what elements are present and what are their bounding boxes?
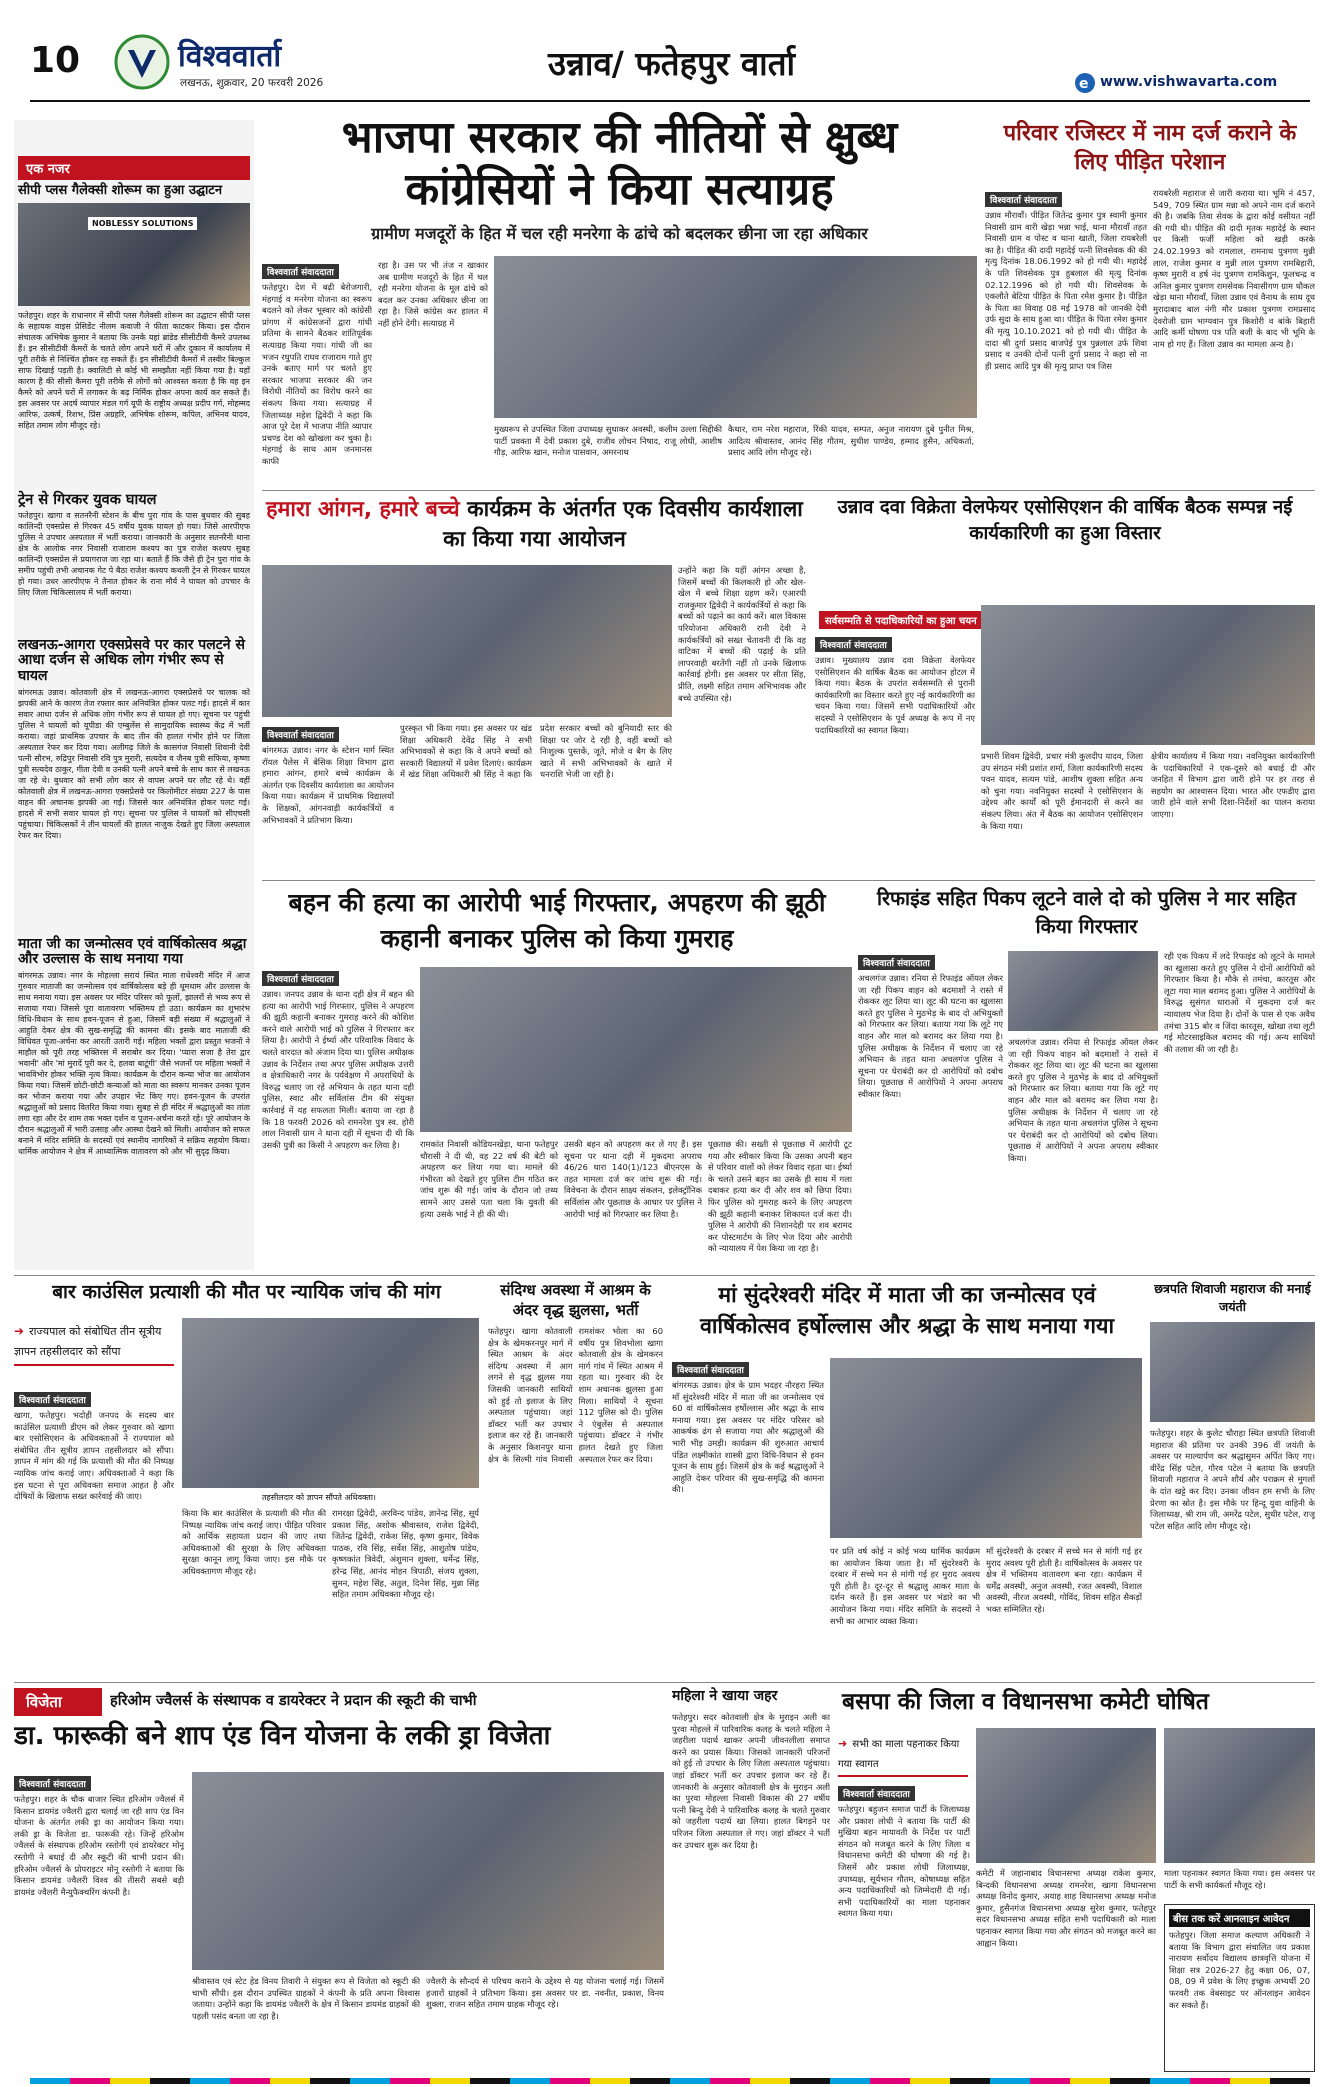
vijeta-story <box>14 1686 664 2076</box>
shivaji-story <box>1150 1280 1315 1678</box>
print-color-bar <box>30 2078 1310 2084</box>
svg-text:e: e <box>1079 76 1089 92</box>
maa-sundareshwari-story <box>672 1280 1142 1678</box>
sidebar-story-1-body: फतेहपुर। शहर के राधानगर में सीपी प्लस गैलेक्सी शोरूम का उद्घाटन सीपी प्लस के सहायक वाइस प्रेसिडेंट नीलम कवाजी ने फीता काटकर किया। इस दौरान संचालक अभिषेक कुमार ने बताया कि उनके यहां ब्रांडेड सीसीटीवी कैमरे उपलब्ध हैं। इन सीसीटीवी कैमरों के चलते लोग अपने घरों में और दुकान में कार्यालय में पूरी तरीके से निश्चिंत होकर रह सकते हैं। इन सीसीटीवी कैमरों में तस्वीर बिल्कुल साफ दिखाई पड़ती है। क्वालिटी से कोई भी समझौता नहीं किया गया है। यहाँ कारण है की सीसी कैमरा पूरी तरीके से लोगों को आश्वस्त करता है कि वह इन कैमरे को अपने घरों में लगाकर के बढ़ निर्मिक होकर अपना कार्य कर सकते हैं। इस अवसर पर अदर्ष व्यापार मंडल गर्ग यूपी के राष्ट्रीय अध्यक्ष प्रदीप गर्ग, मोहम्मद आरिफ, उत्कर्ष, रिशभ, प्रिंस अग्रहरि, अभिषेक शोरूम, कपिल, अभिनव यादव, सहित तमाम लोग मौजूद रहे। <box>18 310 250 430</box>
vijeta-body-1: फतेहपुर। शहर के चौक बाजार स्थित हरिओम ज्वैलर्स में किसान डायमंड ज्वैलरी द्वारा चलाई जा रही शाप एंड विन योजना के अंतर्गत लकी ड्रा का आयोजन किया गया। लकी ड्रा के विजेता डा. फारूकी रहे। जिन्हें हरिओम ज्वैलर्स के संस्थापक हरिओम रस्तोगी एवं डायरेक्टर मोनू रस्तोगी ने बधाई दी और स्कूटी की चाभी प्रदान की। हरिओम ज्वैलर्स के प्रोपराइटर मोनू रस्तोगी ने बताया कि किसान डायमंड ज्वैलरी विश्व की तीसरी सबसे बड़ी डायमंड ज्वैलरी मैन्युफैक्चरिंग कंपनी है। <box>14 1794 184 1897</box>
masthead <box>0 0 1339 100</box>
basapa-byline: विश्ववार्ता संवाददाता <box>838 1786 915 1801</box>
dawa-body-2: प्रभारी शिवम द्विवेदी, प्रचार मंत्री कुलदीप यादव, जिला उप संगठन मंत्री प्रशांत शर्मा, जिला कार्यकारिणी सदस्य पवन यादव, सत्यम पांडे, आशीष शुक्ला सहित अन्य को चुना गया। नवनियुक्त सदस्यों ने एसोसिएशन के उद्देश्य और कार्यों को पूरी ईमानदारी से करने का संकल्प लिया। अंत में बैठक का आयोजन एसोसिएशन के किया गया। <box>981 751 1143 831</box>
deadline-body: फतेहपुर। जिला समाज कल्याण अधिकारी ने बताया कि विभाग द्वारा संचालित जय प्रकाश नारायण सर्वोदय विद्यालय छात्रवृत्ति योजना में शिक्षा सत्र 2026-27 हेतु कक्षा 06, 07, 08, 09 में प्रवेश के लिए इच्छुक अभ्यर्थी 20 फरवरी तक वेबसाइट पर ऑनलाइन आवेदन कर सकते हैं। <box>1169 1930 1310 2010</box>
vijeta-tag: विजेता <box>14 1688 102 1716</box>
ashram-story <box>488 1280 663 1678</box>
family-register-story <box>985 120 1315 490</box>
ashram-headline: संदिग्ध अवस्था में आश्रम के अंदर वृद्ध झुलसा, भर्ती <box>500 1281 651 1320</box>
aangan-body-3: उन्होंने कहा कि यहीं आंगन अच्छा है, जिसमें बच्चों की किलकारी हो और खेल-खेल में बच्चे शिक्षा ग्रहण करें। एआरपी राजकुमार द्विवेदी ने कार्यकर्त्रियों से कहा कि बच्चों को पढ़ाने का कार्य करें। बाल विकास परियोजना अधिकारी रानी देवी ने कार्यकर्त्रियों को सख्त चेतावनी दी कि वह वाटिका में बच्चों की पढ़ाई के प्रति लापरवाही बरतेंगी नहीं तो उनके खिलाफ कार्रवाई होगी। इस अवसर पर सीता सिंह, प्रीति, लक्ष्मी सहित तमाम अभिभावक और बच्चे उपस्थित रहे। <box>678 565 806 703</box>
shivaji-body: फतेहपुर। शहर के कुलेट चौराहा स्थित छत्रपति शिवाजी महाराज की प्रतिमा पर उनकी 396 वीं जयंती के अवसर पर माल्यार्पण कर श्रद्धासुमन अर्पित किए गए। वीरेंद्र सिंह पटेल, गौरव पटेल ने बताया कि छत्रपति शिवाजी महाराज ने अपने शौर्य और पराक्रम से मुगलों के दांत खट्टे कर दिए। उनका जीवन हम सभी के लिए प्रेरणा का स्रोत है। इस मौके पर हिन्दू युवा वाहिनी के जिलाध्यक्ष, श्री राम जी, अमरेंद्र पटेल, सुधीर पटेल, राजू पटेल सहित आदि लोग मौजूद रहे। <box>1150 1428 1315 1531</box>
ashram-body: फतेहपुर। खागा कोतवाली क्षेत्र के खेमकरनपुर मार्ग में स्थित आश्रम के अंदर संदिग्ध अवस्था में आग लगने से वृद्ध झुलस गया जिसकी जानकारी साथियों को हुई तो इलाज के लिए अस्पताल पहुंचाया। जहां डॉक्टर भर्ती कर उपचार इलाज कर रहे हैं। जानकारी के अनुसार किशनपुर थाना क्षेत्र के सिल्मी गांव निवासी रामशंकर भोला का 60 वर्षीय पुत्र शिवभोला खागा कोतवाली क्षेत्र के खेमकरन मार्ग गांव में स्थित आश्रम में रहता था। गुरुवार की देर शाम अचानक झुलसा हुआ मिला। साथियों ने सूचना 112 पुलिस को दी। पुलिस ने एंबुलेंस से अस्पताल पहुंचाया। डॉक्टर ने गंभीर हालत देखते हुए जिला अस्पताल रेफर कर दिया। <box>488 1326 663 1464</box>
basapa-photo-2 <box>1164 1728 1315 1863</box>
lead-body-2: रहा है। उस पर भी तंज न खाकार अब ग्रामीण मजदूरों के हित में चल रही मनरेगा योजना के मूल ढांचे को बदल कर उनका अधिकार छीना जा रहा है। जिसे कांग्रेस कर हालत में नहीं होने देगी। सत्याग्रह में <box>378 260 488 328</box>
mahila-headline: महिला ने खाया जहर <box>672 1688 778 1704</box>
refined-loot-story <box>858 885 1315 1270</box>
mahila-story <box>672 1686 830 2076</box>
sidebar-label: एक नजर <box>18 156 250 180</box>
maa-body-1: बांगरमऊ उन्नाव। क्षेत्र के ग्राम भदहर नौरहरा स्थित माँ सुंदरेश्वरी मंदिर में माता जी का जन्मोत्सव एवं 60 वां वार्षिकोत्सव हर्षोल्लास और श्रद्धा के साथ मनाया गया। इस अवसर पर मंदिर परिसर को आकर्षक ढंग से सजाया गया और श्रद्धालुओं की भारी भीड़ उमड़ी। कार्यक्रम की शुरुआत आचार्य पंडित लक्ष्मीकांत शास्त्री द्वारा विधि-विधान से हवन पूजन के साथ हुई। जिसमें क्षेत्र के कई श्रद्धालुओं ने आहुति देकर परिवार की सुख-समृद्धि की कामना की। <box>672 1380 824 1495</box>
refined-body-2: रही एक पिकप में लदे रिफाइंड को लूटने के मामले का खुलासा करते हुए पुलिस ने दोनों आरोपियों को गिरफ्तार किया है। मौके से तमंचा, कारतूस और लूटा गया माल बरामद हुआ। पुलिस ने आरोपियों के विरुद्ध सुसंगत धाराओं में मुकदमा दर्ज कर न्यायालय भेज दिया है। दोनों के पास से एक अवैध तमंचा 315 बोर व जिंदा कारतूस, खोखा तथा लूटी गई मोटरसाइकिल बरामद की गई। अन्य साथियों की तलाश की जा रही है। <box>1164 951 1315 1054</box>
sidebar-ek-nazar <box>14 120 254 1270</box>
refined-headline: रिफाइंड सहित पिकप लूटने वाले दो को पुलिस ने मार सहित किया गिरफ्तार <box>876 887 1297 939</box>
sidebar-story-4-title: माता जी का जन्मोत्सव एवं वार्षिकोत्सव श्रद्धा और उल्लास के साथ मनाया गया <box>18 935 247 968</box>
council-caption: तहसीलदार को ज्ञापन सौंपते अधिवक्ता। <box>262 1493 376 1502</box>
vijeta-byline: विश्ववार्ता संवाददाता <box>14 1776 91 1791</box>
refined-body-1: अचलगंज उन्नाव। रनिया से रिफाइंड ऑयल लेकर जा रही पिकप वाहन को बदमाशों ने रास्ते में रोककर लूट लिया था। लूट की घटना का खुलासा करते हुए पुलिस ने मुठभेड़ के बाद दो अभियुक्तों को गिरफ्तार कर लिया। बताया गया कि लूटे गए वाहन और माल को बरामद कर लिया गया है। पुलिस अधीक्षक के निर्देशन में चलाए जा रहे अभियान के तहत थाना अचलगंज पुलिस ने सूचना पर घेराबंदी कर दो आरोपियों को दबोच लिया। पूछताछ में आरोपियों ने अपना अपराध स्वीकार किया। <box>858 973 1003 1099</box>
lead-byline: विश्ववार्ता संवाददाता <box>262 264 339 279</box>
aangan-story <box>262 495 807 875</box>
dawa-tag: सर्वसम्मति से पदाधिकारियों का हुआ चयन <box>819 611 983 629</box>
refined-body-1-cont: अचलगंज उन्नाव। रनिया से रिफाइंड ऑयल लेकर जा रही पिकप वाहन को बदमाशों ने रास्ते में रोककर लूट लिया था। लूट की घटना का खुलासा करते हुए पुलिस ने मुठभेड़ के बाद दो अभियुक्तों को गिरफ्तार कर लिया। बताया गया कि लूटे गए वाहन और माल को बरामद कर लिया गया है। पुलिस अधीक्षक के निर्देशन में चलाए जा रहे अभियान के तहत थाना अचलगंज पुलिस ने सूचना पर घेराबंदी कर दो आरोपियों को दबोच लिया। पूछताछ में आरोपियों ने अपना अपराध स्वीकार किया। <box>1008 1037 1158 1163</box>
family-headline: परिवार रजिस्टर में नाम दर्ज कराने के लिए पीड़ित परेशान <box>1003 121 1297 175</box>
lead-photo <box>494 256 977 418</box>
behan-body-2: रामकांत निवासी कोडियनखेड़ा, थाना फतेहपुर चौरासी ने दी थी, वह 22 वर्ष की बेटी को अपहरण कर लिया गया था। मामले की गंभीरता को देखते हुए पुलिस टीम गठित कर जांच शुरू की गई। जांच के दौरान जो तथ्य सामने आए उससे पता चला कि युवती की हत्या उसके भाई ने ही की थी। <box>420 1139 558 1219</box>
lead-body-1: फतेहपुर। देश में बढ़ी बेरोजगारी, मंहगाई व मनरेगा योजना का स्वरूप बदलने को लेकर भूस्वार को कांग्रेसी प्रांगण में कांग्रेसजनों द्वारा गांधी प्रतिमा के सामने बैठकर शांतिपूर्वक सत्याग्रह किया गया। गांधी जी का भजन रघुपति राघव राजाराम गाते हुए उनके बताए मार्ग पर चलते हुए सरकार भाजपा सरकार की जन विरोधी नीतियों का विरोध करने का संकल्प किया गया। सत्याग्रह में जिलाध्यक्ष महेश द्विवेदी ने कहा कि आज पूरे देश में भाजपा नीति व्यापार प्रचण्ड देश को खोखला कर चुका है। मंहगाई के साथ आम जनमानस काफी <box>262 282 372 466</box>
behan-murder-story <box>262 885 852 1270</box>
aangan-headline-rest: कार्यक्रम के अंतर्गत एक दिवसीय कार्यशाला का किया गया आयोजन <box>443 497 803 553</box>
council-note: ➜ राज्यपाल को संबोधित तीन सूत्रीय ज्ञापन तहसीलदार को सौंपा <box>14 1320 174 1366</box>
council-body-1: खागा, फतेहपुर। भदोही जनपद के सदस्य बार काउंसिल प्रत्याशी डीएम को लेकर गुरुवार को खागा बार एसोसिएशन के अधिवक्ताओं ने राज्यपाल को संबोधित तीन सूत्रीय ज्ञापन तहसीलदार को सौंपा। ज्ञापन में मांग की गई कि प्रत्याशी की मौत की निष्पक्ष न्यायिक जांच कराई जाए। अधिवक्ताओं ने कहा कि इस घटना से पूरा अधिवक्ता समाज आहत है और दोषियों के खिलाफ सख्त कार्रवाई की जाए। <box>14 1410 174 1502</box>
dawa-body-3: क्षेत्रीय कार्यालय में किया गया। नवनियुक्त कार्यकारिणी के पदाधिकारियों ने एक-दूसरे को बधाई दी और जनहित में विभाग द्वारा जारी होने पर हर तरह से सहयोग का आश्वासन दिया। भारत और एफडीए द्वारा जारी होने वाले सभी दिशा-निर्देशों का पालन कराया जाएगा। <box>1151 751 1315 819</box>
council-headline: बार काउंसिल प्रत्याशी की मौत पर न्यायिक जांच की मांग <box>52 1281 441 1303</box>
behan-body-3: उसकी बहन को अपहरण कर ले गए हैं। इस सूचना पर थाना दही में मुकदमा अपराध 46/26 धारा 140(1)/123 बीएनएस के तहत मामला दर्ज कर जांच शुरू की गई। विवेचना के दौरान साक्ष्य संकलन, इलेक्ट्रॉनिक सर्विलांस और पूछताछ के आधार पर पुलिस ने आरोपी भाई को गिरफ्तार कर लिया है। <box>564 1139 702 1219</box>
web-e-icon <box>1074 72 1096 94</box>
dawa-headline: उन्नाव दवा विक्रेता वेलफेयर एसोसिएशन की वार्षिक बैठक सम्पन्न नई कार्यकारिणी का हुआ विस्तार <box>837 497 1293 544</box>
basapa-story <box>838 1686 1315 2076</box>
basapa-body-3: माला पहनाकर स्वागत किया गया। इस अवसर पर पार्टी के सभी कार्यकर्ता मौजूद रहे। <box>1164 1868 1315 1890</box>
dawa-association-story <box>815 495 1315 875</box>
lead-headline: भाजपा सरकार की नीतियों से क्षुब्ध कांग्रेसियों ने किया सत्याग्रह <box>341 112 898 215</box>
dawa-photo <box>981 605 1315 745</box>
refined-byline: विश्ववार्ता संवाददाता <box>858 955 935 970</box>
aangan-byline: विश्ववार्ता संवाददाता <box>262 727 339 742</box>
website-link[interactable]: www.vishwavarta.com <box>1100 74 1278 90</box>
section-title: उन्नाव/ फतेहपुर वार्ता <box>548 44 796 83</box>
basapa-note-text: सभी का माला पहनाकर किया गया स्वागत <box>838 1739 960 1770</box>
council-photo <box>182 1318 479 1488</box>
lead-body-4: कैथार, राम नरेश महाराज, रिंकी यादव, सम्पत, अनुज नारायण दुबे पुनीत मिश्र, आदित्य श्रीवास्तव, आनंद सिंह गौतम, सुधीश पाण्डेय, हम्माद हुसैन, अधिकर्ता, प्रसाद आदि लोग मौजूद रहे। <box>728 424 974 458</box>
paper-name: विश्ववार्ता <box>178 39 282 74</box>
deadline-box <box>1164 1904 1315 2072</box>
aangan-body-1: बांगरमऊ उन्नाव। नगर के स्टेशन मार्ग स्थित रॉयल पैलेस में बेसिक शिक्षा विभाग द्वारा हमारा आंगन, हमारे बच्चे कार्यक्रम के अंतर्गत एक दिवसीय कार्यशाला का आयोजन किया गया। कार्यक्रम में प्राथमिक विद्यालयों के शिक्षकों, आंगनवाड़ी कार्यकर्त्रियों व अभिभावकों ने प्रतिभाग किया। <box>262 745 394 825</box>
behan-body-4: पूछताछ की। सख्ती से पूछताछ में आरोपी टूट गया और स्वीकार किया कि उसका अपनी बहन से परिवार वालों को लेकर विवाद रहता था। ईर्ष्या के चलते उसने बहन का उसके ही साथ में गला दबाकर हत्या कर दी और शव को छिपा दिया। फिर पुलिस को गुमराह करने के लिए अपहरण की झूठी कहानी बनाकर शिकायत दर्ज करा दी। पुलिस ने आरोपी की निशानदेही पर शव बरामद कर पोस्टमार्टम के लिए भेज दिया और आरोपी को न्यायालय में पेश किया जा रहा है। <box>708 1139 852 1254</box>
lead-subheadline: ग्रामीण मजदूरों के हित में चल रही मनरेगा के ढांचे को बदलकर छीना जा रहा अधिकार <box>371 223 868 243</box>
aangan-headline <box>262 495 807 555</box>
basapa-body-1: फतेहपुर। बहुजन समाज पार्टी के जिलाध्यक्ष और प्रकाश लोधी ने बताया कि पार्टी की मुखिया बहन मायावती के निर्देश पर पार्टी संगठन को मजबूत करने के लिए जिला व विधानसभा कमेटी की घोषणा की गई है। जिसमें और प्रकाश लोधी जिलाध्यक्ष, उपाध्यक्ष, सूर्यभान गौतम, कोषाध्यक्ष सहित अन्य पदाधिकारियों को जिम्मेदारी दी गई। सभी पदाधिकारियों का माला पहनाकर स्वागत किया गया। <box>838 1804 970 1919</box>
shivaji-headline: छत्रपति शिवाजी महाराज की मनाई जयंती <box>1154 1281 1311 1314</box>
vijeta-body-3: ज्वैलरी के सौन्दर्य से परिचय कराने के उद्देश्य से यह योजना चलाई गई। जिसमें हजारों ग्राहकों ने प्रतिभाग किया। इस अवसर पर डा. नवनीत, प्रकाश, विनय शुक्ला, राजन सहित तमाम ग्राहक मौजूद रहे। <box>426 1976 664 2010</box>
dawa-byline: विश्ववार्ता संवाददाता <box>815 637 892 652</box>
family-body-1: उन्नाव मौरावाँ। पीड़ित जितेन्द्र कुमार पुत्र स्वामी कुमार निवासी ग्राम वारी खेड़ा भन्ना भाई, थाना मौरावाँ तहत निवासी ग्राम व पोस्ट व थाना खाती, जिला रायबरेली का है। पीड़ित की दादी महादेई पत्नी शिवसेवक की की मृत्यु दिनांक 18.06.1992 को हो गयी थी। महादेई के पति शिवसेवक पुत्र हुबलाल की मृत्यु दिनांक 02.12.1996 को हो गयी थी। शिवसेवक के एकलौते बेटिया पीड़ित के पिता रमेश कुमार है। पीड़ित के पिता का विवाह 08 मई 1978 को जानकी देवी उर्फ सुदा के साथ हुआ था। पीड़ित के पिता रमेश कुमार की मृत्यु 10.10.2021 को हो गयी थी। पीड़ित के दादा श्री दुर्गा प्रसाद बाजपेई पुत्र पुन्नलाल उर्फ शिवा प्रसाद व उनकी दोनों पत्नी दुर्गा प्रसाद ने कहा सो ना ही प्रसाद आदि पुत्र की मृत्यु प्राप्त पत्र जिस <box>985 210 1147 371</box>
shop-sign: NOBLESSY SOLUTIONS <box>88 217 197 230</box>
vijeta-headline: डा. फारूकी बने शाप एंड विन योजना के लकी ड्रा विजेता <box>14 1721 551 1751</box>
council-body-2: किया कि बार काउंसिल के प्रत्याशी की मौत की निष्पक्ष न्यायिक जांच कराई जाए। पीड़ित परिवार को आर्थिक सहायता प्रदान की जाए तथा अधिवक्ताओं की सुरक्षा के लिए अधिवक्ता सुरक्षा कानून लागू किया जाए। इस मौके पर अधिवक्तागण मौजूद रहे। <box>182 1508 326 1576</box>
basapa-note: ➜ सभी का माला पहनाकर किया गया स्वागत <box>838 1732 968 1777</box>
mahila-body: फतेहपुर। सदर कोतवाली क्षेत्र के मुराइन अली का पुरवा मोहल्ले में पारिवारिक कलह के चलते महिला ने जहरीला पदार्थ खाकर अपनी जीवनलीला समाप्त करने का प्रयास किया। जिसको जानकारी परिजनों को हुई तो उपचार के लिए जिला अस्पताल पहुंचाया। जहां डॉक्टर भर्ती कर उपचार इलाज कर रहे हैं। जानकारी के अनुसार कोतवाली क्षेत्र के मुराइन अली का पुरवा मोहल्ला निवासी विकास की 27 वर्षीय पत्नी बिन्दु देवी ने पारिवारिक कलह के चलते गुरुवार को जहरीला पदार्थ खा लिया। हालत बिगड़ने पर परिजन जिला अस्पताल ले गए। जहां डॉक्टर ने भर्ती कर उपचार शुरू कर दिया है। <box>672 1712 830 1850</box>
behan-byline: विश्ववार्ता संवाददाता <box>262 971 339 986</box>
sidebar-story-4-body: बांगरमऊ उन्नाव। नगर के मोहल्ला सरायं स्थित माता राधेश्वरी मंदिर में आज गुरुवार माताजी का जन्मोत्सव एवं वार्षिकोत्सव बड़े ही धूमधाम और उल्लास के साथ मनाया गया। इस अवसर पर मंदिर परिसर को फूलों, झालरों से भव्य रूप से सजाया गया। जिससे पूरा वातावरण भक्तिमय हो उठा। कार्यक्रम का शुभारंभ विधि-विधान के साथ हवन-पूजन से हुआ, जिसमें बड़ी संख्या में श्रद्धालुओं ने आहुति देकर क्षेत्र की सुख-समृद्धि की कामना की। इसके बाद माताजी की विधिवत पूजा-अर्चना कर आरती उतारी गई। महिला भक्तों द्वारा प्रस्तुत भजनों ने माहौल को पूरी तरह भक्तिरस में सराबोर कर दिया। 'प्यारा सजा है तेरा द्वार भवानी' और 'मां मुरादें पूरी कर दे, हलवा बाटूंगी' जैसे भजनों पर महिला भक्तों ने भावविभोर होकर भक्ति नृत्य किया। कार्यक्रम के दौरान कन्या भोज का आयोजन किया गया। जिसमें छोटी-छोटी कन्याओं को माता का स्वरूप मानकर उनका पूजन कर भोजन कराया गया और उपहार भेंट किए गए। हवन-पूजन के उपरांत श्रद्धालुओं को प्रसाद वितरित किया गया। सुबह से ही मंदिर में श्रद्धालुओं का तांता लगा रहा और देर शाम तक भक्त दर्शन व पूजन-अर्चना करते रहे। पूरे आयोजन के दौरान श्रद्धालुओं में भारी उत्साह और आस्था देखने को मिली। आयोजन को सफल बनाने में मंदिर समिति के सदस्यों एवं स्थानीय नागरिकों ने सक्रिय सहयोग किया। धार्मिक आयोजन ने क्षेत्र में आध्यात्मिक वातावरण को और भी सुदृढ़ किया। <box>18 971 250 1157</box>
sidebar-story-1-photo <box>18 203 250 306</box>
vishwavarta-logo-icon <box>114 34 170 90</box>
aangan-headline-red: हमारा आंगन, हमारे बच्चे <box>266 497 460 522</box>
family-byline: विश्ववार्ता संवाददाता <box>985 192 1062 207</box>
bar-council-story <box>14 1280 479 1678</box>
vijeta-kicker: हरिओम ज्वैलर्स के संस्थापक व डायरेक्टर ने प्रदान की स्कूटी की चाभी <box>110 1693 477 1709</box>
maa-body-2: पर प्रति वर्ष कोई न कोई भव्य धार्मिक कार्यक्रम का आयोजन किया जाता है। माँ सुंदरेश्वरी के दरबार में सच्चे मन से मांगी गई हर मुराद अवश्य पूरी होती है। दूर-दूर से श्रद्धालु आकर माता के दर्शन करते हैं। इस अवसर पर भंडारे का भी आयोजन किया गया। मंदिर समिति के सदस्यों ने सभी का आभार व्यक्त किया। <box>830 1546 980 1626</box>
deadline-headline: बीस तक करें आनलाइन आवेदन <box>1169 1909 1310 1927</box>
family-body-2: रायबरेली महाराज से जारी कराया था। भूमि नं 457, 549, 709 स्थित ग्राम मन्ना को अपने नाम दर्ज कराने की है। जबकि तिवा सेवक के द्वारा कोई वसीयत नहीं की गयी थी। पीड़ित की दादी मृतक महादेई के स्थान पर किसी फर्जी महिला को खड़ी करके 24.02.1993 को रामलाल, रामनाथ पुत्रगण मुन्नी लाल, राजेश कुमार व मुन्नी लाल पुत्रगण रामबिहारी, कृष्ण मुरारी व हर्ष नंद पुत्रगण रामकिशुन, फूलचन्द्र व अनिल कुमार पुत्रगण रामसेवक निवासीगण ग्राम धौकल खेड़ा थाना मौरावाँ, जिला उन्नाव एवं वैनाथ के साथ दूध मुरादाबाद बाल नंगी मौर प्रकाश पुत्रगण रामप्रसाद देवरोजी ग्राम भाग्यवान पुत्र किशोरी व बांके बिहारी आदि कर्मी घोषणा पत्र पति बजी के बाद भी भूमि के नाम हो गए हैं। जिला उन्नाव का मामला अन्य है। <box>1153 188 1315 349</box>
shivaji-photo <box>1150 1322 1315 1422</box>
maa-headline: मां सुंदरेश्वरी मंदिर में माता जी का जन्मोत्सव एवं वार्षिकोत्सव हर्षोल्लास और श्रद्धा के साथ मनाया गया <box>699 1283 1115 1340</box>
basapa-photo <box>976 1728 1156 1863</box>
behan-photo <box>420 967 852 1132</box>
council-byline: विश्ववार्ता संवाददाता <box>14 1392 91 1407</box>
behan-headline: बहन की हत्या का आरोपी भाई गिरफ्तार, अपहरण की झूठी कहानी बनाकर पुलिस को किया गुमराह <box>288 888 826 953</box>
sidebar-story-3-title: लखनऊ-आगरा एक्सप्रेसवे पर कार पलटने से आधा दर्जन से अधिक लोग गंभीर रूप से घायल <box>18 636 245 685</box>
aangan-photo <box>262 565 672 717</box>
vijeta-photo <box>192 1772 664 1970</box>
refined-photo <box>1008 951 1158 1031</box>
council-body-3: रामरक्षा द्विवेदी, अरविन्द पांडेय, ज्ञानेन्द्र सिंह, सूर्य प्रकाश सिंह, अशोक श्रीवास्तव, राजेश द्विवेदी, जितेन्द्र द्विवेदी, राकेश सिंह, कृष्ण कुमार, विवेक पाठक, रवि सिंह, सर्वेश सिंह, आशुतोष पांडेय, कृष्णकांत त्रिवेदी, अंशुमान शुक्ला, धर्मेन्द्र सिंह, हरेन्द्र सिंह, आनंद मोहन त्रिपाठी, संजय शुक्ला, सुमन, महेश सिंह, अतुल, दिनेश सिंह, मुन्ना सिंह सहित तमाम अधिवक्ता मौजूद रहे। <box>332 1508 479 1600</box>
sidebar-story-3-body: बांगरमऊ उन्नाव। कोतवाली क्षेत्र में लखनऊ-आगरा एक्सप्रेसवे पर चालक को झपकी आने के कारण तेज रफ्तार कार अनियंत्रित होकर पलट गई। हादसे में कार सवार आधा दर्जन से अधिक लोग गंभीर रूप से घायल हो गए। सूचना पर पहुंची पुलिस ने घायलों को यूपीडा की एम्बुलेंस से सामुदायिक स्वास्थ्य केंद्र में भर्ती कराया। जहां प्राथमिक उपचार के बाद तीन की हालत गंभीर होने पर जिला अस्पताल रेफर कर दिया गया। अलीगढ़ जिले के कासगंज निवासी शिवानी देवी पत्नी सौरभ, रुद्रिपुर निवासी रवि पुत्र मुरारी, सत्यदेव व जैनब पुत्री सफिया, कृष्णा पुत्री सत्यदेव ठाकुर, गीता देवी व उनकी पत्नी अपने बच्चे के साथ कार से लखनऊ जा रहे थे। बुधवार को सभी लोग कार से वापस अपने घर लौट रहे थे। वहीं कोतवाली क्षेत्र में लखनऊ-आगरा एक्सप्रेसवे पर किलोमीटर संख्या 227 के पास वाहन की अचानक झपकी आ गई। जिससे कार अनियंत्रित होकर पलट गई। हादसे में सभी सवार घायल हो गए। सूचना पर पुलिस ने घायलों को सीएचसी पहुंचाया। चिकित्सकों ने तीन घायलों की हालत नाजुक देखते हुए जिला अस्पताल रेफर कर दिया। <box>18 687 250 840</box>
page-number: 10 <box>30 40 81 81</box>
behan-body-1: उन्नाव। जनपद उन्नाव के थाना दही क्षेत्र में बहन की हत्या का आरोपी भाई गिरफ्तार, पुलिस ने अपहरण की झूठी कहानी बनाकर गुमराह करने की कोशिश करने वाले आरोपी भाई को पुलिस ने गिरफ्तार कर लिया है। आरोपी ने ईर्ष्या और परिवारिक विवाद के चलते वारदात को अंजाम दिया था। पुलिस अधीक्षक उन्नाव के निर्देशन तथा अपर पुलिस अधीक्षक उत्तरी व क्षेत्राधिकारी नगर के पर्यवेक्षण में अपराधियों के विरुद्ध चलाए जा रहे अभियान के तहत थाना दही पुलिस, स्वाट और सर्विलांस टीम की संयुक्त कार्रवाई में यह सफलता मिली। बताया जा रहा है कि 18 फरवरी 2026 को रामनरेश पुत्र स्व. होरी लाल निवासी ग्राम ने थाना दही में सूचना दी थी कि उसकी पुत्री का किसी ने अपहरण कर लिया है। <box>262 989 414 1150</box>
lead-body-3: मुख्यरूप से उपस्थित जिला उपाध्यक्ष सुधाकर अवस्थी, कलीम उल्ला सिद्दीकी पार्टी प्रवक्ता मैं देवी प्रकाश दुबे, राजीव लोचन निषाद, राजू लोधी, आशीष गौड़, आरिफ खान, मनोज पासवान, अमरनाथ <box>494 424 722 458</box>
maa-body-3: माँ सुंदरेश्वरी के दरबार में सच्चे मन से मांगी गई हर मुराद अवश्य पूरी होती है। वार्षिकोत्सव के अवसर पर क्षेत्र में भक्तिमय वातावरण बना रहा। कार्यक्रम में धर्मेंद्र अवस्थी, अनुज अवस्थी, रजत अवस्थी, विशाल अवस्थी, नीरज अवस्थी, गोविंद, शिवम सहित सैकड़ों भक्त सम्मिलित रहे। <box>986 1546 1142 1614</box>
edition-line: लखनऊ, शुक्रवार, 20 फरवरी 2026 <box>180 77 324 89</box>
lead-story <box>262 106 977 486</box>
council-note-text: राज्यपाल को संबोधित तीन सूत्रीय ज्ञापन तहसीलदार को सौंपा <box>14 1325 162 1358</box>
basapa-body-2: कमेटी में जहानाबाद विधानसभा अध्यक्ष राकेश कुमार, बिन्दकी विधानसभा अध्यक्ष रामनरेश, खागा विधानसभा अध्यक्ष विनोद कुमार, अयाह शाह विधानसभा अध्यक्ष मनोज कुमार, हुसैनगंज विधानसभा अध्यक्ष सुरेश कुमार, फतेहपुर सदर विधानसभा अध्यक्ष सहित सभी पदाधिकारी को माला पहनाकर स्वागत किया गया और संगठन को मजबूत करने का आह्वान किया। <box>976 1868 1156 1948</box>
basapa-headline: बसपा की जिला व विधानसभा कमेटी घोषित <box>842 1689 1209 1715</box>
sidebar-story-1-title: सीपी प्लस गैलेक्सी शोरूम का हुआ उद्घाटन <box>18 183 223 198</box>
dawa-body-1: उन्नाव। मुख्यालय उन्नाव दवा विक्रेता वेलफेयर एसोसिएशन की वार्षिक बैठक का आयोजन होटल में किया गया। बैठक के उपरांत सर्वसम्मति से पुरानी कार्यकारिणी का विस्तार करते हुए नई कार्यकारिणी का चयन किया गया। जिसमें सभी पदाधिकारियों और सदस्यों ने एसोसिएशन के पूर्व अध्यक्ष के रूप में नए पदाधिकारियों का स्वागत किया। <box>815 655 975 735</box>
maa-byline: विश्ववार्ता संवाददाता <box>672 1362 749 1377</box>
aangan-body-2: पुरस्कृत भी किया गया। इस अवसर पर खंड शिक्षा अधिकारी देवेंद्र सिंह ने सभी अभिभावकों से कहा कि वे अपने बच्चों को सरकारी विद्यालयों में प्रवेश दिलाएं। कार्यक्रम में खंड शिक्षा अधिकारी श्री सिंह ने कहा कि प्रदेश सरकार बच्चों को बुनियादी स्तर की शिक्षा पर जोर दे रही है, वहीं बच्चों को निःशुल्क पुस्तकें, जूते, मोजे व बैग के लिए खाते में सभी अभिभावकों के खाते में धनराशि भेजी जा रही है। <box>400 723 672 780</box>
maa-photo <box>830 1358 1142 1538</box>
sidebar-story-2-body: फतेहपुर। खागा व सतनरैनी स्टेशन के बीच पुरा गांव के पास बुधवार की सुबह कालिन्दी एक्सप्रेस से गिरकर 45 वर्षीय युवक घायल हो गया। जिसे आरपीएफ पुलिस ने उपचार अस्पताल में भर्ती कराया। जानकारी के अनुसार सतनरैनी थाना क्षेत्र के आलोक नगर निवासी राजाराम कश्यप का पुत्र राजेश कश्यप सुबह कालिन्दी एक्सप्रेस से प्रयागराज जा रहा था। बताते हैं कि जैसे ही ट्रेन पुरा गांव के समीप पहुंची तभी अचानक गेट पे बैठा राजेश कश्यप कथली ट्रेन से गिरकर घायल हो गया। उधर आरपीएफ ने तैनात होकर के राना मौर्य ने घायल को उपचार के लिए जिला चिकित्सालय में भर्ती कराया। <box>18 510 250 597</box>
vijeta-body-2: श्रीवास्तव एवं स्टेट हेड विनय तिवारी ने संयुक्त रूप से विजेता को स्कूटी की चाभी सौंपी। इस दौरान उपस्थित ग्राहकों ने कंपनी के प्रति अपना विश्वास जताया। उन्होंने कहा कि डायमंड ज्वैलरी के क्षेत्र में किसान डायमंड ग्राहकों की पहली पसंद बनता जा रहा है। <box>192 1976 420 2021</box>
sidebar-story-2-title: ट्रेन से गिरकर युवक घायल <box>18 491 157 508</box>
